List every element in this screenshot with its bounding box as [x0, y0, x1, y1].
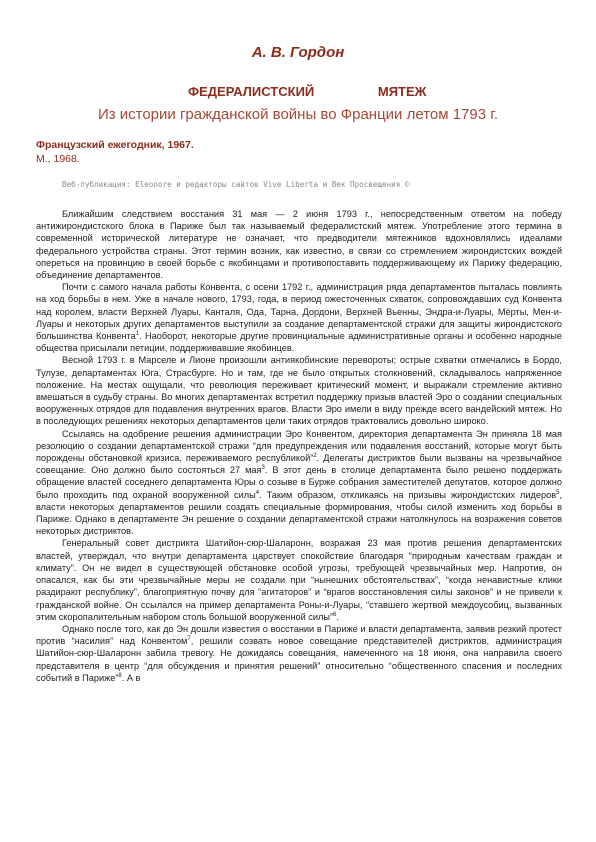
source-publication: Французский ежегодник, 1967.: [36, 139, 194, 151]
body-paragraph: [36, 623, 562, 684]
publication-place-year: М., 1968.: [36, 153, 80, 165]
paragraph-text: , решили созвать новое совещание представителей дистриктов, администрация Шатийон-сюр-Шаларонн забила тревогу. Не дожидаясь совещания, намеченного на 18 июня, она направила своего представителя в центр “для обсуждения и принятия решений” относительно “общественного спасения и последних событий в Париже”: [36, 636, 562, 683]
body-paragraph: [36, 354, 562, 427]
footnote-ref[interactable]: 2: [313, 453, 317, 459]
author-name: А. В. Гордон: [251, 44, 345, 61]
paragraph-text: Однако после того, как до Эн дошли известия о восстании в Париже и власти департамента, заявив резкий протест против “насилия” над Конвентом: [36, 623, 562, 647]
paragraph-text: .: [336, 611, 339, 622]
paragraph-text: . Наоборот, некоторые другие провинциальные административные органы и особенно народные общества присылали петиции, поддерживавшие якобинцев.: [36, 331, 562, 354]
body-paragraph: [36, 428, 562, 538]
footnote-ref[interactable]: 5: [556, 489, 560, 496]
footnote-ref[interactable]: 8: [118, 672, 122, 679]
paragraph-text: Почти с самого начала работы Конвента, с осени 1792 г., администрация ряда департаментов пыталась повлиять на ход борьбы в нем. Уже в начале нового, 1793, года, в период ожесточенных схваток, сопровождавших суд Конвента над королем, власти Верхней Луары, Канталя, Ода, Тарна, Дордони, Верхней Вьенны, Эндра-и-Луары, Мёрты, Мен-и-Луары и некоторых других департаментов выступили за создание департаментской стражи для защиты жирондистского большинства Конвента: [36, 282, 562, 342]
paragraph-text: Ссылаясь на одобрение решения администрации Эро Конвентом, директория департамента Эн приняла 18 мая резолюцию о создании департаментской стражи “для предупреждения или подавления восстаний, которые могут быть порождены обстановкой кризиса, переживаемого республикой”: [36, 428, 562, 464]
footnote-ref[interactable]: 3: [261, 465, 265, 472]
paragraph-text: . Делегаты дистриктов были вызваны на чрезвычайное совещание. Оно должно было состояться 27 мая: [36, 453, 562, 476]
document-title: ФЕДЕРАЛИСТСКИЙ МЯТЕЖ: [188, 84, 427, 99]
paragraph-text: Генеральный совет дистрикта Шатийон-сюр-Шаларонн, возражая 23 мая против решения департаментских властей, утверждал, что внутри департамента царствует спокойствие благодаря “природным качествам граждан и климату”. Он не видел в существующей обстановке особой угрозы, требующей чрезвычайных мер. Напротив, он опасался, как бы эти чрезвычайные меры не создали при “нынешних обстоятельствах”, “когда ненавистные клики раздирают республику”, благоприятную почву для “агитаторов” и “врагов восстановления силы законов” и не привели к гражданской войне. Он ссылался на пример департамента Роны-и-Луары, “ставшего жертвой междоусобиц, вызванных этим скоропалительным набором столь большой вооруженной силы”: [36, 538, 562, 622]
paragraph-text: . А в: [121, 672, 141, 683]
body-paragraph: [36, 208, 562, 281]
footnote-ref[interactable]: 7: [187, 636, 191, 643]
paragraph-text: . В этот день в столице департамента было решено поддержать обращение властей соседнего департамента Юры о созыве в Бурже собрания заместителей депутатов, которое должно было проходить под охраной вооруженной силы: [36, 465, 562, 500]
footnote-ref[interactable]: 1: [135, 330, 140, 337]
body-paragraph: [36, 537, 562, 622]
footnote-ref[interactable]: 6: [333, 611, 337, 618]
paragraph-text: Ближайшим следствием восстания 31 мая — 2 июня 1793 г., непосредственным ответом на победу антижирондистского блока в Париже был так называемый федералистский мятеж. Употребление этого термина в современной исторической литературе не означает, что предводители мятежников вдохновлялись идеалами федерального устройства страны. Этот термин возник, как известно, в связи со стремлением жирондистских вождей опереться на провинцию в своей борьбе с якобинцами и противопоставить поддерживающему их Парижу федерацию, объединение департаментов.: [36, 209, 562, 281]
paragraph-text: . Таким образом, откликаясь на призывы жирондистских лидеров: [259, 489, 557, 500]
document-subtitle: Из истории гражданской войны во Франции летом 1793 г.: [97, 106, 499, 123]
paragraph-text: Весной 1793 г. в Марселе и Лионе произошли антиякобинские перевороты; острые схватки отмечались в Бордо, Тулузе, департаментах Юга, Страсбурге. Но и там, где не было открытых столкновений, складывалось напряженное положение. На местах ощущали, что революция переживает критический момент, и выражали стремление активно вмешаться в судьбу страны. Во многих департаментах встретил поддержку призыв властей Эро о создании специальных вооруженных отрядов для подавления внутренних врагов. Власти Эро имели в виду прежде всего вандейский мятеж. Но в последующих решениях некоторых департаментов цели таких отрядов трактовались довольно широко.: [36, 355, 562, 427]
article-body: [36, 208, 562, 684]
footnote-ref[interactable]: 4: [255, 489, 260, 496]
paragraph-text: , власти некоторых департаментов решили создать специальные формирования, чтобы силой изменить ход борьбы в Париже. Однако в департаменте Эн решение о создании департаментской стражи натолкнулось на возражения советов некоторых дистриктов.: [36, 489, 562, 537]
web-publication-credit: Веб-публикация: Eleonore и редакторы сайтов Vive Liberta и Век Просвещения ©: [62, 180, 410, 189]
body-paragraph: [36, 281, 562, 354]
